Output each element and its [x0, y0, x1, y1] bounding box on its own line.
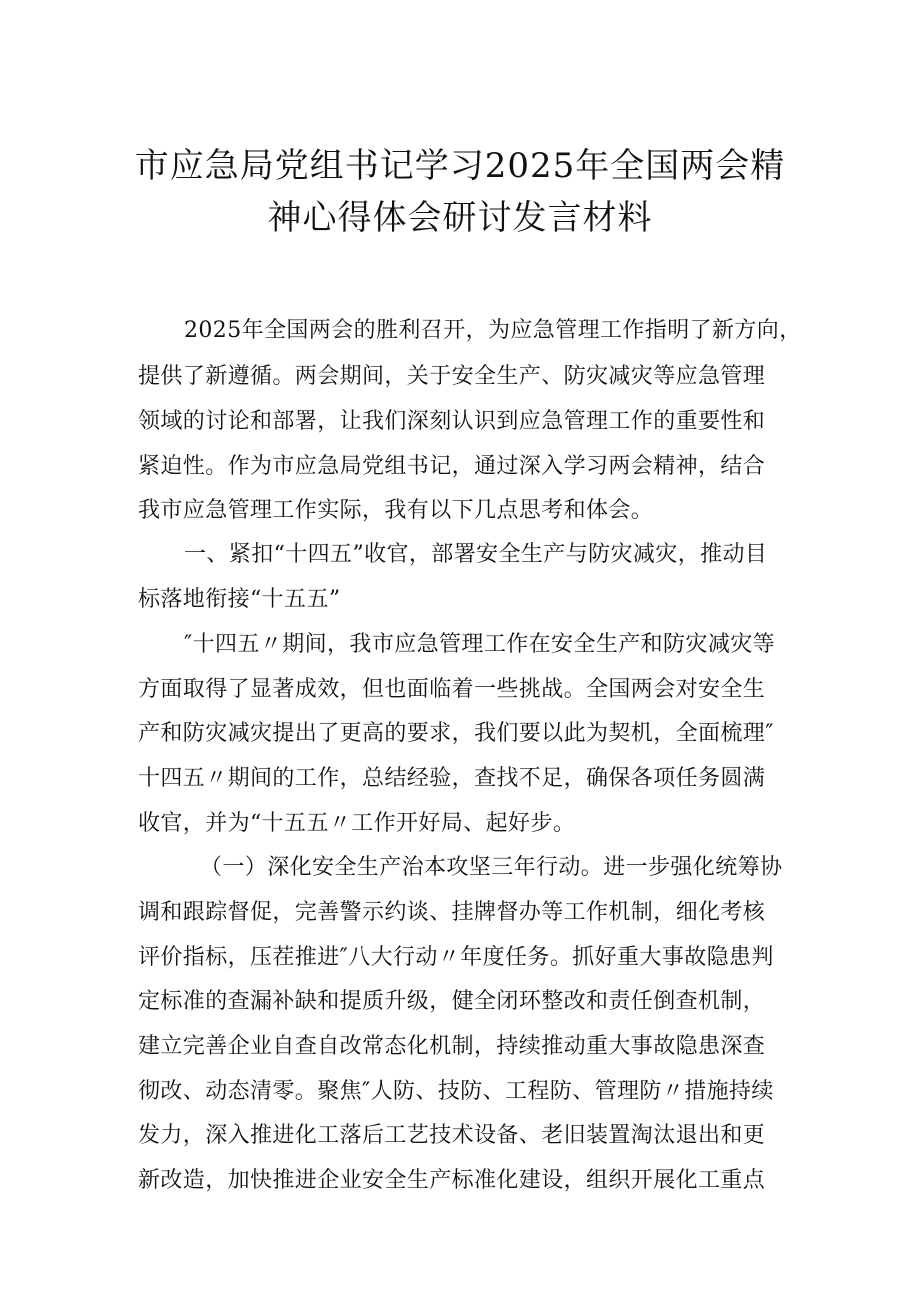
body-line: 方面取得了显著成效，但也面临着一些挑战。全国两会对安全生 — [138, 677, 766, 702]
body-line: 紧迫性。作为市应急局党组书记，通过深入学习两会精神，结合 — [138, 454, 766, 479]
document-title-line-2: 神心得体会研讨发言材料 — [267, 198, 653, 238]
subsection-line: （一）深化安全生产治本攻坚三年行动。进一步强化统筹协 — [200, 855, 783, 880]
body-line: 十四五〃期间的工作，总结经验，查找不足，确保各项任务圆满 — [138, 766, 766, 791]
body-line: 评价指标，压茬推进″八大行动〃年度任务。抓好重大事故隐患判 — [138, 945, 774, 970]
body-line: 建立完善企业自查自改常态化机制，持续推动重大事故隐患深查 — [138, 1034, 766, 1059]
body-line: 2025年全国两会的胜利召开，为应急管理工作指明了新方向， — [184, 318, 802, 343]
body-line: 新改造，加快推进企业安全生产标准化建设，组织开展化工重点 — [138, 1168, 766, 1193]
document-title-line-1: 市应急局党组书记学习2025年全国两会精 — [134, 146, 786, 186]
body-line: 发力，深入推进化工落后工艺技术设备、老旧装置淘汰退出和更 — [138, 1123, 766, 1148]
body-line: 收官，并为“十五五〃工作开好局、起好步。 — [138, 811, 576, 836]
section-heading-line-1: 一、紧扣“十四五”收官，部署安全生产与防灾减灾，推动目 — [184, 542, 768, 567]
body-line: 领域的讨论和部署，让我们深刻认识到应急管理工作的重要性和 — [138, 409, 766, 434]
body-line: 提供了新遵循。两会期间，关于安全生产、防灾减灾等应急管理 — [138, 364, 766, 389]
body-line: ″十四五〃期间，我市应急管理工作在安全生产和防灾减灾等 — [184, 632, 776, 657]
section-heading-line-2: 标落地衔接“十五五” — [138, 587, 341, 612]
body-line: 调和跟踪督促，完善警示约谈、挂牌督办等工作机制，细化考核 — [138, 900, 766, 925]
body-line: 定标准的查漏补缺和提质升级，健全闭环整改和责任倒查机制， — [138, 989, 766, 1014]
body-line: 我市应急管理工作实际，我有以下几点思考和体会。 — [138, 498, 654, 523]
body-line: 彻改、动态清零。聚焦″人防、技防、工程防、管理防〃措施持续 — [138, 1079, 774, 1104]
body-line: 产和防灾减灾提出了更高的要求，我们要以此为契机，全面梳理″ — [138, 721, 774, 746]
